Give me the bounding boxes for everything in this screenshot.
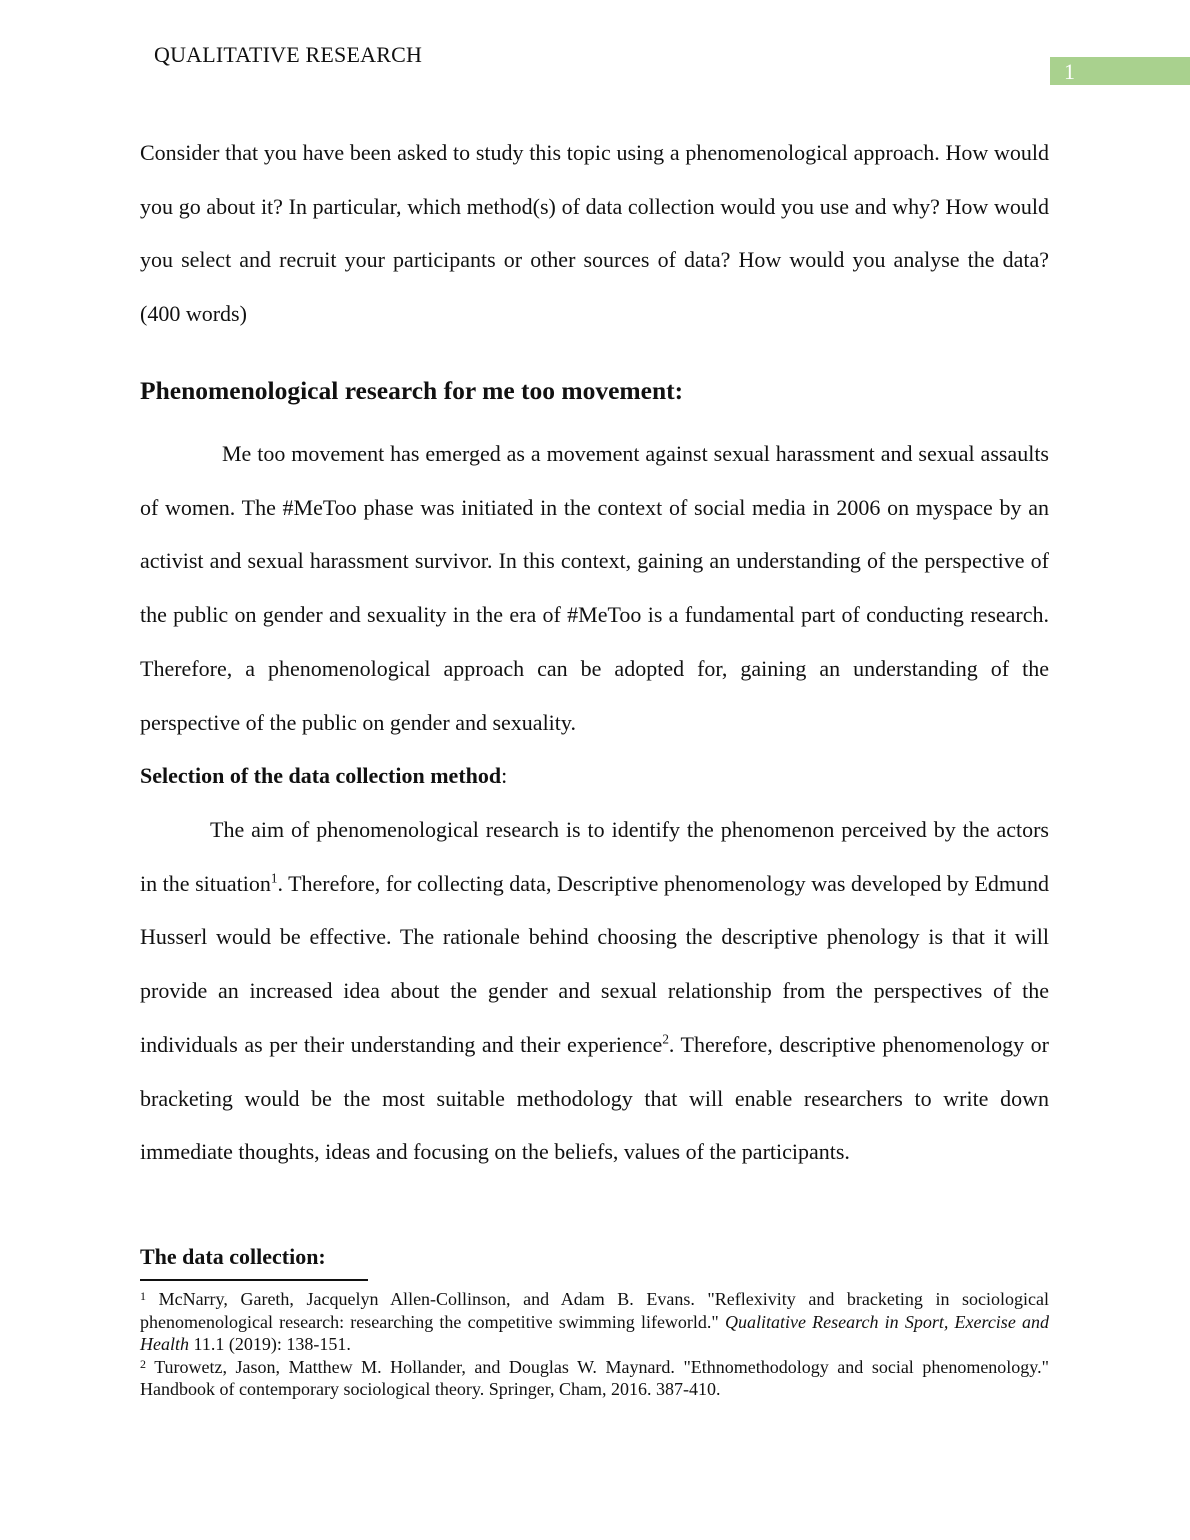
footnote-1-journal: Qualitative Research in Sport, Exercise and Health [140,1311,1049,1354]
data-collection-heading: The data collection: [140,1244,326,1269]
method-text-part2: . Therefore, for collecting data, Descriptive phenomenology was developed by Edmund Husserl would be effective. The rationale behind choosing the descriptive phenology is that it will provide an increased idea about the gender and sexual relationship from the perspectives of the individuals as per their understanding and their experience [140,870,1049,1057]
method-heading-colon: : [501,763,508,788]
method-text-part1: The aim of phenomenological research is to identify the phenomenon perceived by the actors in the situation [140,817,1049,896]
footnote-1-mark: 1 [140,1289,146,1303]
footnote-1-citation: 11.1 (2019): 138-151. [189,1334,351,1354]
prompt-text: Consider that you have been asked to study this topic using a phenomenological approach. How would you go about it? In particular, which method(s) of data collection would you use and why? How would you select and recruit your participants or other sources of data? How would you analyse the data? (400 words) [140,140,1049,327]
footnote-1-text: McNarry, Gareth, Jacquelyn Allen-Collinson, and Adam B. Evans. "Reflexivity and bracketing in sociological phenomenological research: researching the competitive swimming lifeworld." [140,1289,1049,1332]
main-heading: Phenomenological research for me too movement: [140,376,684,405]
method-section-body [140,803,1049,1179]
method-heading-line [140,749,1049,803]
footnote-2 [140,1356,1049,1401]
running-head: QUALITATIVE RESEARCH [154,42,423,67]
footnote-1 [140,1288,1049,1356]
page-number: 1 [1064,59,1075,84]
method-heading: Selection of the data collection method [140,763,502,788]
prompt-paragraph [140,126,1049,341]
footnote-ref-2[interactable]: 2 [662,1031,669,1047]
main-section-body [140,427,1049,749]
footnotes [140,1288,1049,1401]
method-text-part3: . Therefore, descriptive phenomenology or bracketing would be the most suitable methodology that will enable researchers to write down immediate thoughts, ideas and focusing on the beliefs, values of the participants. [140,1031,1049,1165]
method-paragraph [140,803,1049,1179]
footnote-2-mark: 2 [140,1356,146,1371]
footnote-separator [140,1279,368,1281]
footnote-ref-1[interactable]: 1 [270,870,278,886]
main-paragraph: Me too movement has emerged as a movement against sexual harassment and sexual assaults of women. The #MeToo phase was initiated in the context of social media in 2006 on myspace by an activist and sexual harassment survivor. In this context, gaining an understanding of the perspective of the public on gender and sexuality in the era of #MeToo is a fundamental part of conducting research. Therefore, a phenomenological approach can be adopted for, gaining an understanding of the perspective of the public on gender and sexuality. [140,441,1049,735]
page-number-bar [1050,57,1190,85]
footnote-2-text: Turowetz, Jason, Matthew M. Hollander, and Douglas W. Maynard. "Ethnomethodology and social phenomenology." Handbook of contemporary sociological theory. Springer, Cham, 2016. 387-410. [140,1356,1049,1399]
method-heading-block [140,749,1049,803]
